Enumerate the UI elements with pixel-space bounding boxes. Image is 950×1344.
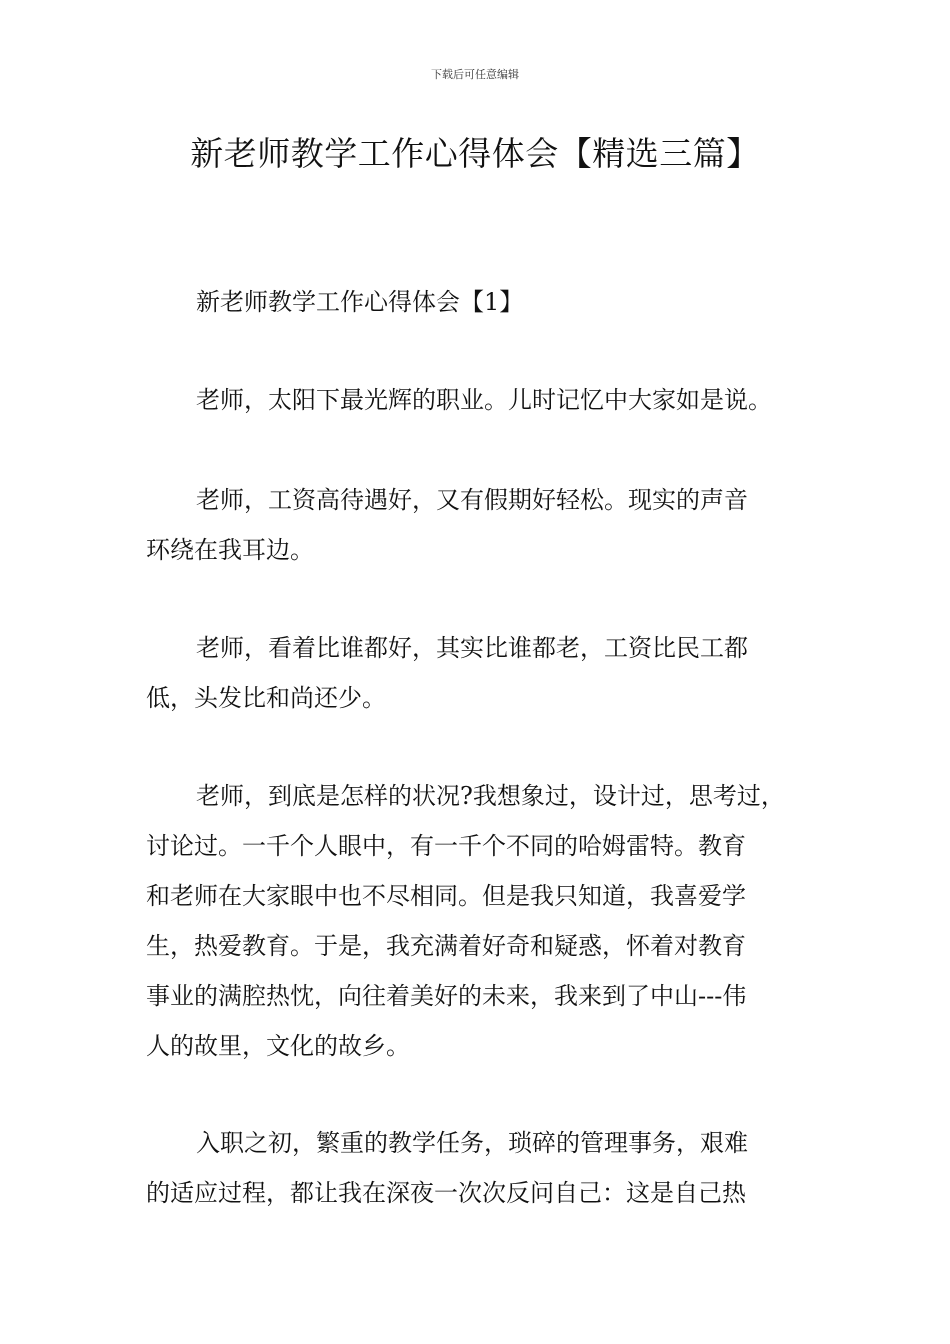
paragraph-line: 老师，工资高待遇好，又有假期好轻松。现实的声音 (196, 486, 748, 514)
paragraph-line: 低，头发比和尚还少。 (146, 684, 386, 712)
paragraph-4 (146, 771, 806, 1071)
paragraph-line: 老师，太阳下最光辉的职业。儿时记忆中大家如是说。 (196, 386, 772, 414)
paragraph-line: 环绕在我耳边。 (146, 536, 314, 564)
section-title: 新老师教学工作心得体会【1】 (196, 288, 524, 316)
paragraph-line: 生，热爱教育。于是，我充满着好奇和疑惑，怀着对教育 (146, 932, 746, 960)
paragraph-line: 的适应过程，都让我在深夜一次次反问自己：这是自己热 (146, 1179, 746, 1207)
header-note: 下载后可任意编辑 (431, 68, 519, 81)
paragraph-line: 人的故里，文化的故乡。 (146, 1032, 410, 1060)
paragraph-line: 老师，到底是怎样的状况?我想象过，设计过，思考过， (196, 782, 785, 810)
document-title: 新老师教学工作心得体会【精选三篇】 (190, 134, 760, 173)
paragraph-5 (146, 1118, 806, 1218)
paragraph-line: 讨论过。一千个人眼中，有一千个不同的哈姆雷特。教育 (146, 832, 746, 860)
paragraph-1 (146, 375, 806, 425)
paragraph-line: 事业的满腔热忱，向往着美好的未来，我来到了中山---伟 (146, 982, 747, 1010)
paragraph-line: 和老师在大家眼中也不尽相同。但是我只知道，我喜爱学 (146, 882, 746, 910)
paragraph-3 (146, 623, 806, 723)
paragraph-2 (146, 475, 806, 575)
paragraph-line: 老师，看着比谁都好，其实比谁都老，工资比民工都 (196, 634, 748, 662)
paragraph-line: 入职之初，繁重的教学任务，琐碎的管理事务，艰难 (196, 1129, 748, 1157)
